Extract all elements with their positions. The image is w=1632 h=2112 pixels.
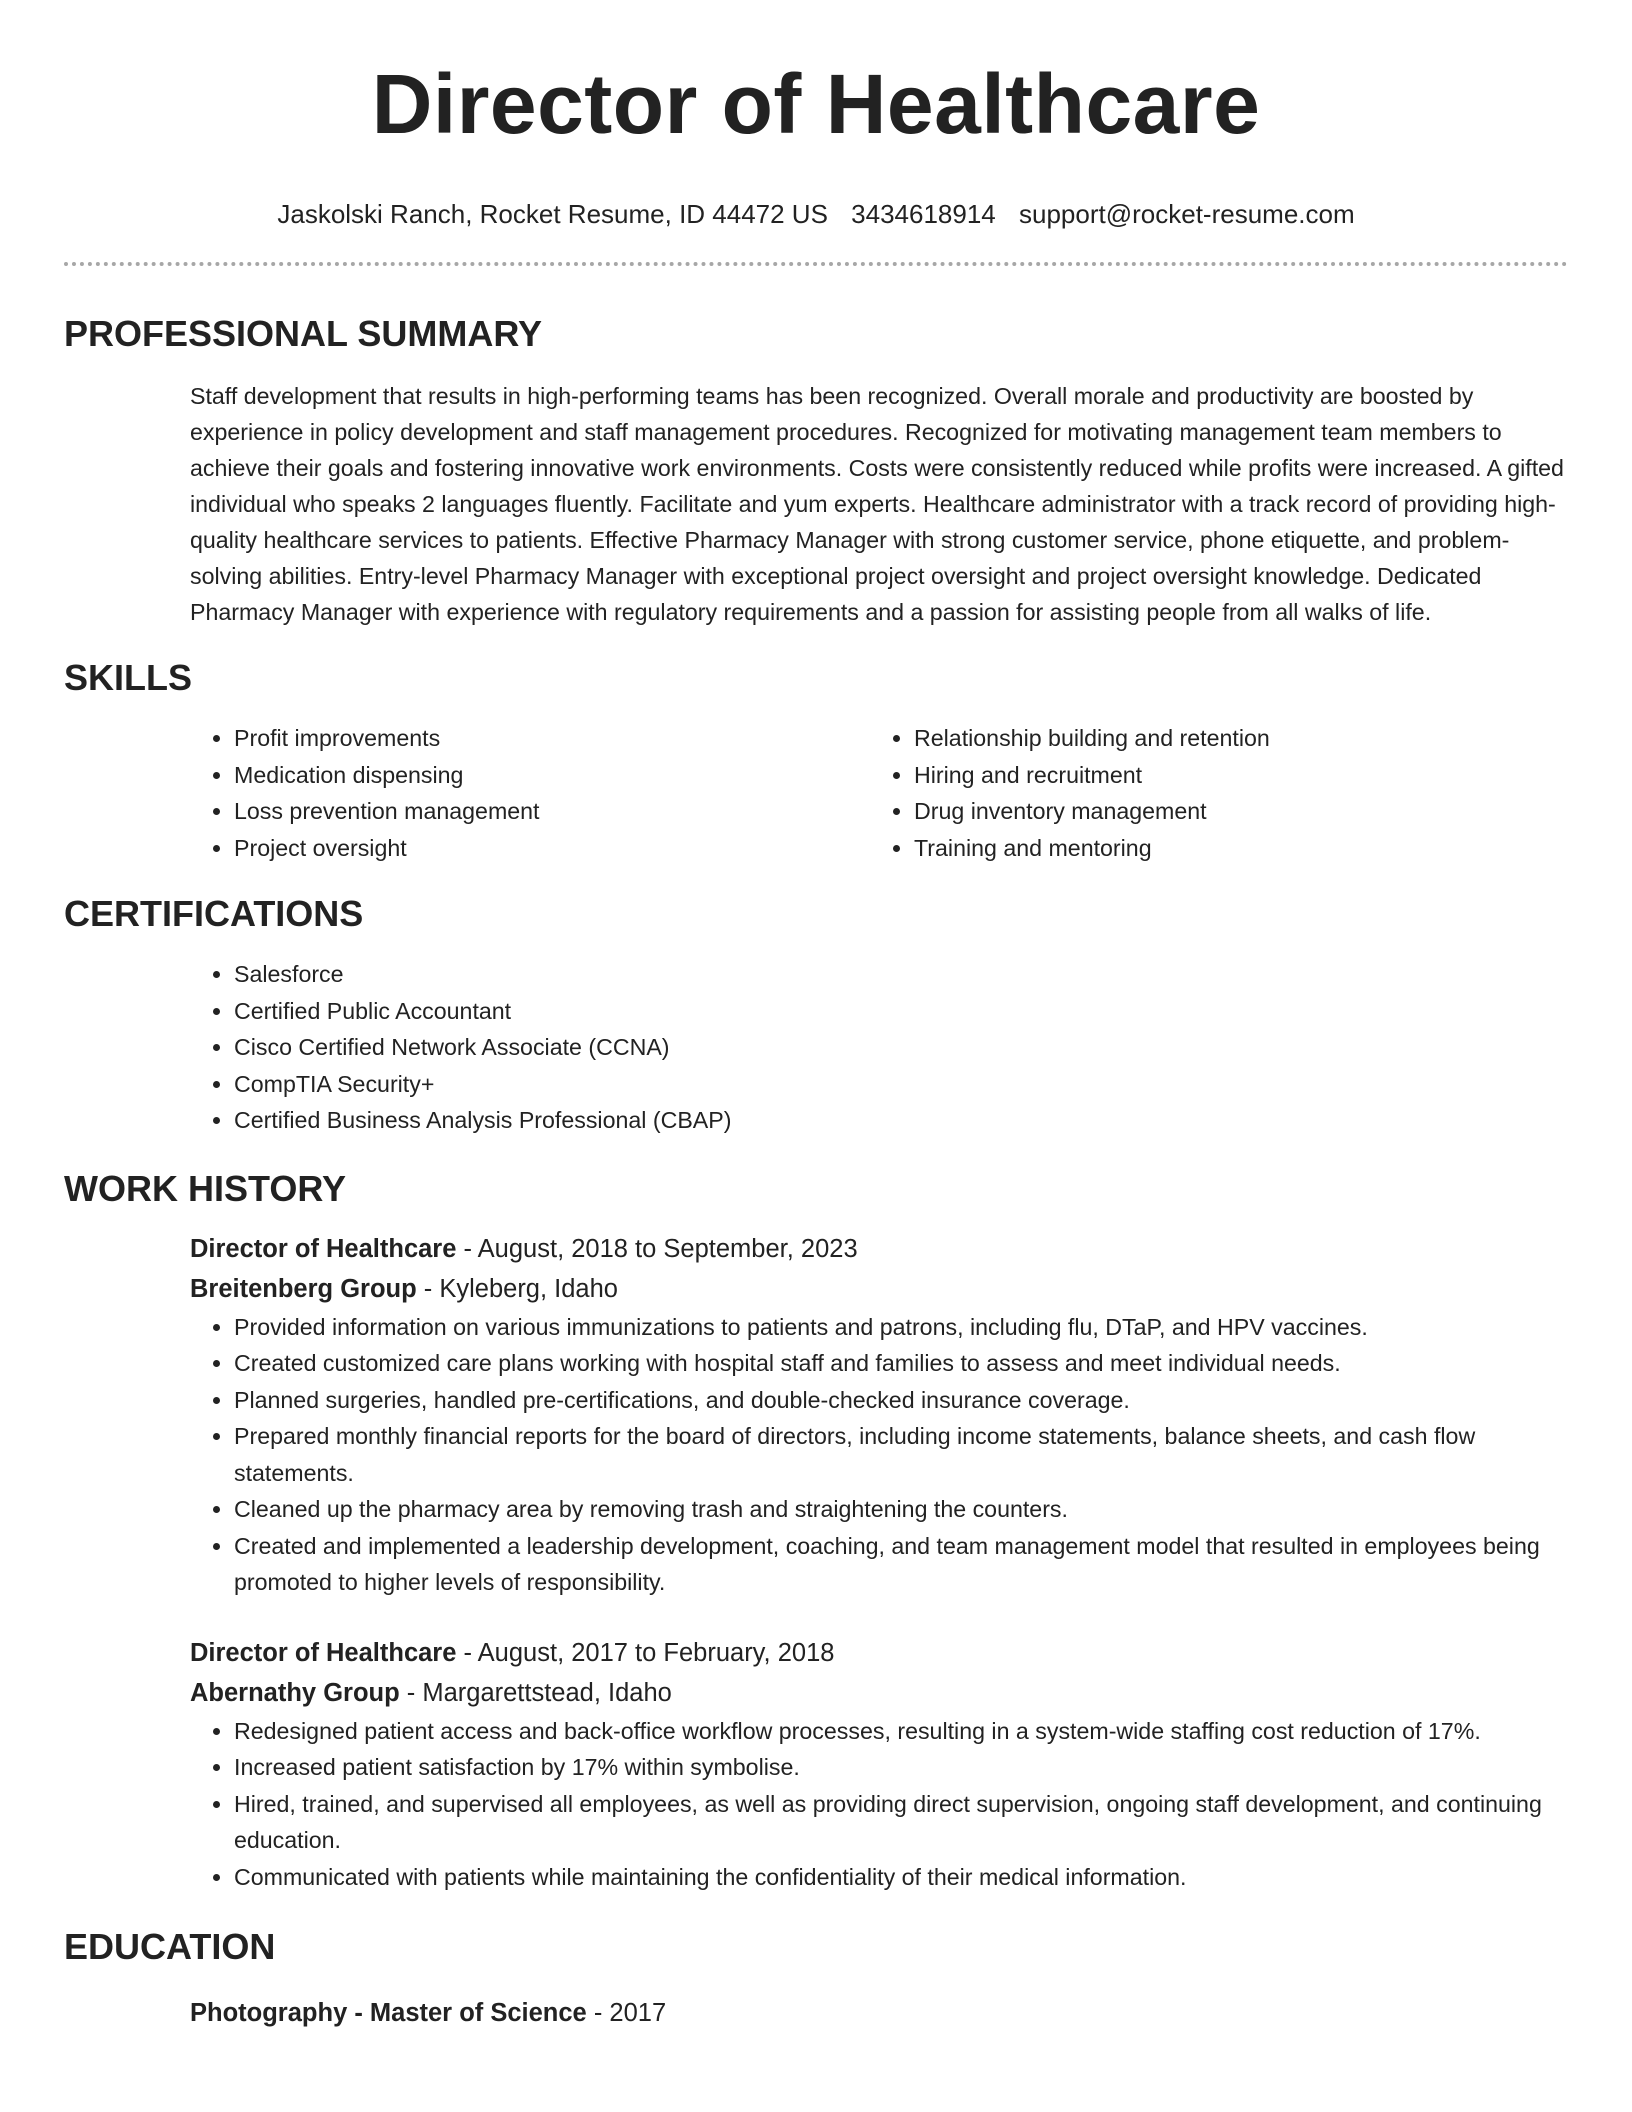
job-company-line <box>190 1673 1568 1713</box>
job-location: - Margarettstead, Idaho <box>399 1678 672 1707</box>
skill-item: • Relationship building and retention <box>914 720 1550 757</box>
job-company-line <box>190 1269 1568 1309</box>
education-degree: Photography - Master of Science <box>190 1999 587 2027</box>
education-entry <box>64 1993 1568 2033</box>
job-duty-item: • Prepared monthly financial reports for the board of directors, including income statements, balance sheets, and cash flow statements. <box>234 1418 1568 1491</box>
job-dates: - August, 2017 to February, 2018 <box>456 1638 835 1667</box>
certification-item: • Salesforce <box>234 956 1568 993</box>
certification-item: • Certified Public Accountant <box>234 993 1568 1030</box>
contact-phone: 3434618914 <box>851 199 996 229</box>
job-duty-item: • Cleaned up the pharmacy area by removing trash and straightening the counters. <box>234 1491 1568 1528</box>
job-location: - Kyleberg, Idaho <box>416 1274 618 1303</box>
skill-item: • Medication dispensing <box>234 757 870 794</box>
resume-name: Director of Healthcare <box>371 57 1261 151</box>
summary-heading: PROFESSIONAL SUMMARY <box>64 313 543 354</box>
job-duty-item: • Redesigned patient access and back-office workflow processes, resulting in a system-wide staffing cost reduction of 17%. <box>234 1713 1568 1750</box>
job-entry <box>64 1229 1568 1601</box>
summary-text: Staff development that results in high-performing teams has been recognized. Overall morale and productivity are boosted by experience in policy development and staff management procedures. Recognized for motivating management team members to achieve their goals and fostering innovative work environments. Costs were consistently reduced while profits were increased. A gifted individual who speaks 2 languages fluently. Facilitate and yum experts. Healthcare administrator with a track record of providing high-quality healthcare services to patients. Effective Pharmacy Manager with strong customer service, phone etiquette, and problem-solving abilities. Entry-level Pharmacy Manager with exceptional project oversight and project oversight knowledge. Dedicated Pharmacy Manager with experience with regulatory requirements and a passion for assisting people from all walks of life. <box>190 383 1564 625</box>
skills-column-right <box>870 720 1550 866</box>
skills-column-left <box>190 720 870 866</box>
job-duty-item: • Increased patient satisfaction by 17% within symbolise. <box>234 1749 1568 1786</box>
contact-email: support@rocket-resume.com <box>1019 199 1355 229</box>
job-duty-item: • Provided information on various immunizations to patients and patrons, including flu, DTaP, and HPV vaccines. <box>234 1309 1568 1346</box>
job-duty-item: • Created customized care plans working with hospital staff and families to assess and meet individual needs. <box>234 1345 1568 1382</box>
skill-item: • Hiring and recruitment <box>914 757 1550 794</box>
skill-item: • Project oversight <box>234 830 870 867</box>
skills-heading: SKILLS <box>64 657 193 698</box>
job-entry <box>64 1633 1568 1896</box>
skills-grid <box>64 720 1568 866</box>
skills-list-left <box>190 720 870 866</box>
skill-item: • Training and mentoring <box>914 830 1550 867</box>
contact-line <box>64 198 1568 230</box>
job-duties-list <box>190 1713 1568 1896</box>
skills-list-right <box>870 720 1550 866</box>
contact-address: Jaskolski Ranch, Rocket Resume, ID 44472 US <box>277 199 828 229</box>
job-role: Director of Healthcare <box>190 1638 457 1667</box>
job-dates: - August, 2018 to September, 2023 <box>456 1234 858 1263</box>
job-title-line <box>190 1229 1568 1269</box>
certification-item: • Certified Business Analysis Professional (CBAP) <box>234 1102 1568 1139</box>
skill-item: • Profit improvements <box>234 720 870 757</box>
work-history-heading: WORK HISTORY <box>64 1167 347 1209</box>
job-company: Abernathy Group <box>190 1678 400 1707</box>
header-divider <box>64 262 1568 266</box>
job-duty-item: • Created and implemented a leadership development, coaching, and team management model that resulted in employees being promoted to higher levels of responsibility. <box>234 1528 1568 1601</box>
certifications-block <box>64 956 1568 1139</box>
certification-item: • Cisco Certified Network Associate (CCNA) <box>234 1029 1568 1066</box>
job-company: Breitenberg Group <box>190 1274 417 1303</box>
job-duties-list <box>190 1309 1568 1601</box>
job-duty-item: • Communicated with patients while maintaining the confidentiality of their medical information. <box>234 1859 1568 1896</box>
education-year: - 2017 <box>586 1999 667 2027</box>
education-heading: EDUCATION <box>64 1926 276 1967</box>
certification-item: • CompTIA Security+ <box>234 1066 1568 1103</box>
job-duty-item: • Planned surgeries, handled pre-certifications, and double-checked insurance coverage. <box>234 1382 1568 1419</box>
job-duty-item: • Hired, trained, and supervised all employees, as well as providing direct supervision, ongoing staff development, and continuing education. <box>234 1786 1568 1859</box>
certifications-list <box>190 956 1568 1139</box>
skill-item: • Loss prevention management <box>234 793 870 830</box>
certifications-heading: CERTIFICATIONS <box>64 893 364 934</box>
skill-item: • Drug inventory management <box>914 793 1550 830</box>
job-role: Director of Healthcare <box>190 1234 457 1263</box>
job-title-line <box>190 1633 1568 1673</box>
